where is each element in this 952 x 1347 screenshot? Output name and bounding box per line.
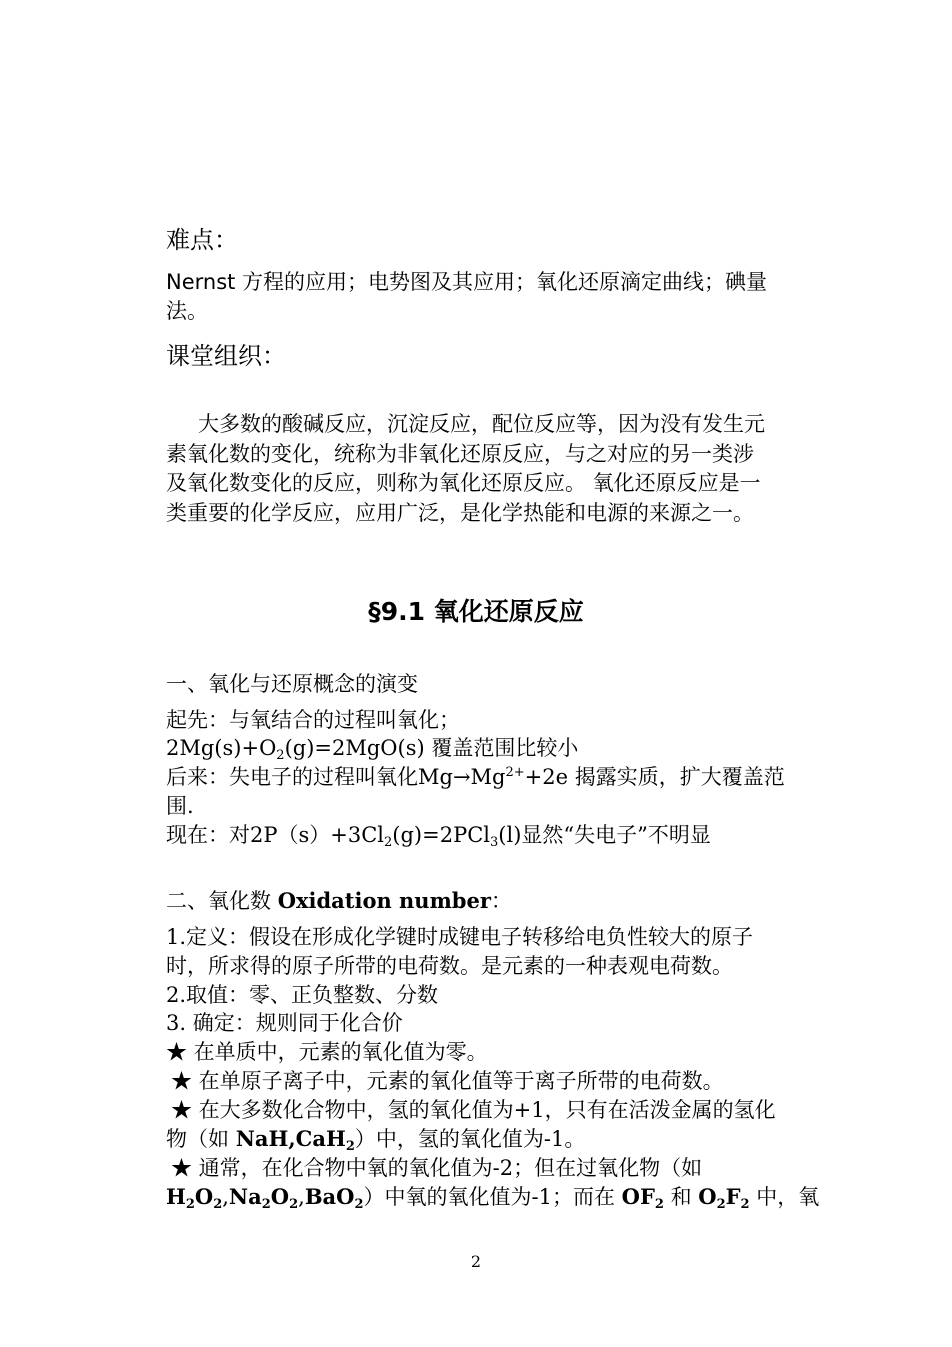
difficulties-heading: 难点： [166,226,238,254]
equation-text: 2Mg(s)+O [166,736,277,760]
definition-line2: 时，所求得的原子所带的电荷数。是元素的一种表观电荷数。 [166,954,733,978]
formula-text: O [194,1184,214,1209]
subscript: 2 [276,748,285,763]
formula-cah2 [295,1126,355,1154]
comma: , [298,1185,305,1209]
equation-text: +2e 揭露实质，扩大覆盖范 [524,765,785,789]
rule-hydrogen-line1: ★ 在大多数化合物中，氢的氧化值为+1，只有在活泼金属的氢化 [171,1098,776,1122]
superscript: 2+ [505,765,525,780]
formula-h2o2 [166,1184,223,1212]
heading-colon: ： [490,889,512,913]
comma: , [222,1185,229,1209]
rule-monatomic-ion: ★ 在单原子离子中，元素的氧化值等于离子所带的电荷数。 [171,1069,724,1093]
subscript: 2 [261,1197,271,1212]
value-line: 2.取值：零、正负整数、分数 [166,983,439,1007]
determine-line: 3. 确定：规则同于化合价 [166,1011,403,1035]
rule-text: ）中，氢的氧化值为-1。 [354,1127,586,1151]
subscript: 2 [213,1197,223,1212]
rule-text: ）中氧的氧化值为-1；而在 [363,1185,622,1209]
difficulties-content-line2: 法。 [166,299,208,323]
subscript: 2 [185,1197,195,1212]
formula-text: O [698,1184,717,1209]
intro-paragraph-line4: 类重要的化学反应，应用广泛，是化学热能和电源的来源之一。 [166,501,754,525]
part1-line-initially: 起先：与氧结合的过程叫氧化； [166,708,460,732]
formula-text: H [166,1184,186,1209]
equation-text: (l)显然“失电子”不明显 [498,823,711,847]
part1-line-mg-equation [166,734,578,762]
page-number: 2 [470,1252,482,1271]
subscript: 2 [289,1197,299,1212]
part1-line-later [166,763,785,791]
subscript: 2 [716,1197,726,1212]
intro-paragraph-line1: 大多数的酸碱反应，沉淀反应，配位反应等，因为没有发生元 [198,412,765,436]
class-organization-heading: 课堂组织： [166,342,286,370]
section-title: §9.1 氧化还原反应 [368,597,584,626]
equation-text: 现在：对2P（s）+3Cl [166,823,385,847]
part1-line-now [166,821,711,849]
rule-oxygen-line1: ★ 通常，在化合物中氧的氧化值为-2；但在过氧化物（如 [171,1156,703,1180]
part1-line-later-cont: 围. [166,794,194,818]
intro-paragraph-line3: 及氧化数变化的反应，则称为氧化还原反应。 氧化还原反应是一 [166,471,761,495]
subscript: 2 [345,1139,355,1154]
rule-elemental: ★ 在单质中，元素的氧化值为零。 [166,1040,488,1064]
rule-text: 和 [663,1185,699,1209]
formula-of2 [621,1184,664,1212]
formula-bao2 [304,1184,364,1212]
formula-na2o2 [228,1184,299,1212]
formula-text: O [270,1184,290,1209]
equation-text: (g)=2PCl [392,823,490,847]
rule-text: 物（如 [166,1127,236,1151]
difficulties-content-line1: Nernst 方程的应用；电势图及其应用；氧化还原滴定曲线；碘量 [166,270,768,294]
rule-oxygen-line2 [166,1183,819,1211]
part1-heading: 一、氧化与还原概念的演变 [166,672,418,696]
subscript: 2 [740,1197,750,1212]
comma: , [288,1126,296,1151]
subscript: 2 [384,835,393,850]
formula-text: Na [228,1184,262,1209]
formula-text: CaH [295,1126,346,1151]
formula-o2f2 [698,1184,750,1212]
subscript: 2 [654,1197,664,1212]
equation-text: 后来：失电子的过程叫氧化Mg→Mg [166,765,506,789]
intro-paragraph-line2: 素氧化数的变化，统称为非氧化还原反应，与之对应的另一类涉 [166,442,754,466]
formula-nah: NaH [235,1126,289,1151]
definition-line1: 1.定义：假设在形成化学键时成键电子转移给电负性较大的原子 [166,925,754,949]
formula-text: F [725,1184,741,1209]
rule-text: 中，氧 [749,1185,820,1209]
heading-english: Oxidation number [277,888,491,913]
formula-text: BaO [304,1184,355,1209]
subscript: 2 [354,1197,364,1212]
subscript: 3 [490,835,499,850]
heading-text: 二、氧化数 [166,889,278,913]
part2-heading [166,887,512,915]
equation-text: (g)=2MgO(s) 覆盖范围比较小 [284,736,579,760]
formula-text: OF [621,1184,655,1209]
rule-hydrogen-line2 [166,1125,585,1153]
